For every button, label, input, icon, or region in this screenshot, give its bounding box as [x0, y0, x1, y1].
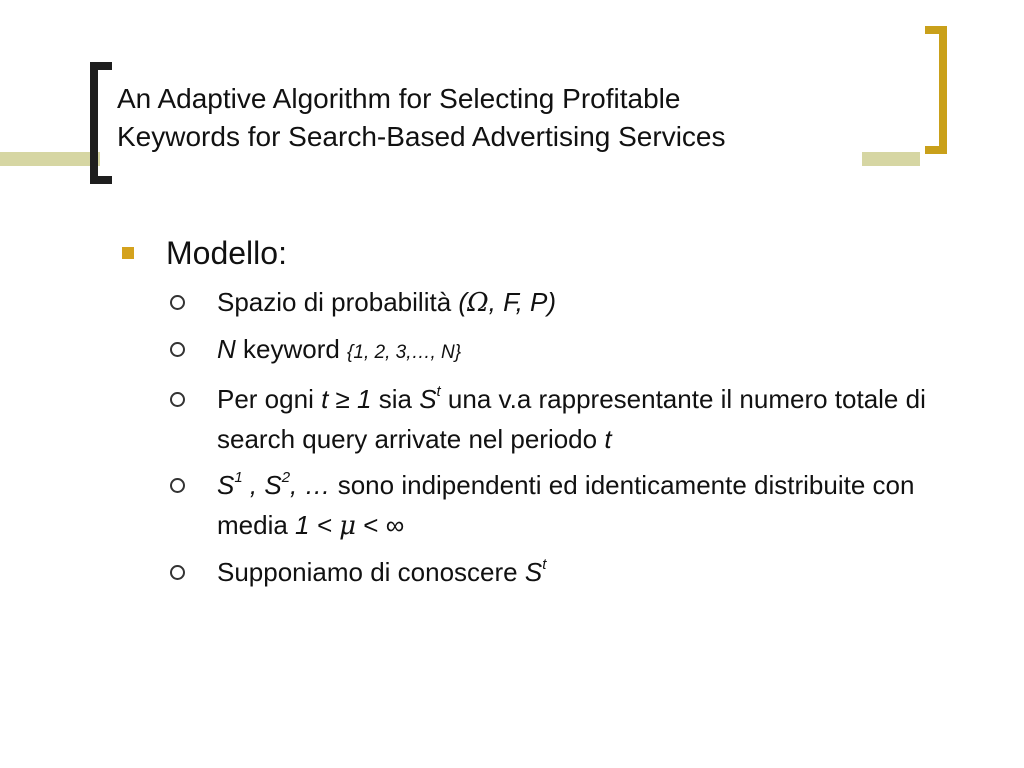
sub-bullet-probability-space: Spazio di probabilità (Ω, F, P)	[120, 282, 940, 323]
left-bracket-decoration	[90, 62, 112, 184]
header-band-left	[0, 152, 100, 166]
slide-title	[117, 80, 917, 156]
bullet-text: Modello:	[166, 235, 287, 271]
circle-bullet-icon	[170, 478, 185, 493]
sub-bullet-known-s: Supponiamo di conoscere $S^t$	[120, 552, 940, 592]
sub-bullet-iid: $S^1$ , $S^2$, … sono indipendenti ed identicamente distribuite con media 1 < μ < ∞	[120, 465, 940, 546]
right-bracket-decoration	[925, 26, 947, 154]
slide-content	[120, 232, 940, 598]
title-line-2: Keywords for Search-Based Advertising Services	[117, 121, 726, 152]
mu-symbol: μ	[339, 511, 357, 541]
circle-bullet-icon	[170, 295, 185, 310]
keyword-set: {1, 2, 3,…, N}	[347, 342, 462, 363]
sub-bullet-keywords: N keyword {1, 2, 3,…, N}	[120, 329, 940, 373]
omega-symbol: Ω	[467, 288, 489, 318]
title-line-1: An Adaptive Algorithm for Selecting Profitable	[117, 83, 681, 114]
circle-bullet-icon	[170, 392, 185, 407]
sub-bullet-random-variable: Per ogni t ≥ 1 sia $S^t$ una v.a rappresentante il numero totale di search query arrivate nel periodo t	[120, 379, 940, 459]
square-bullet-icon	[122, 247, 134, 259]
circle-bullet-icon	[170, 342, 185, 357]
circle-bullet-icon	[170, 565, 185, 580]
bullet-modello	[120, 232, 940, 274]
